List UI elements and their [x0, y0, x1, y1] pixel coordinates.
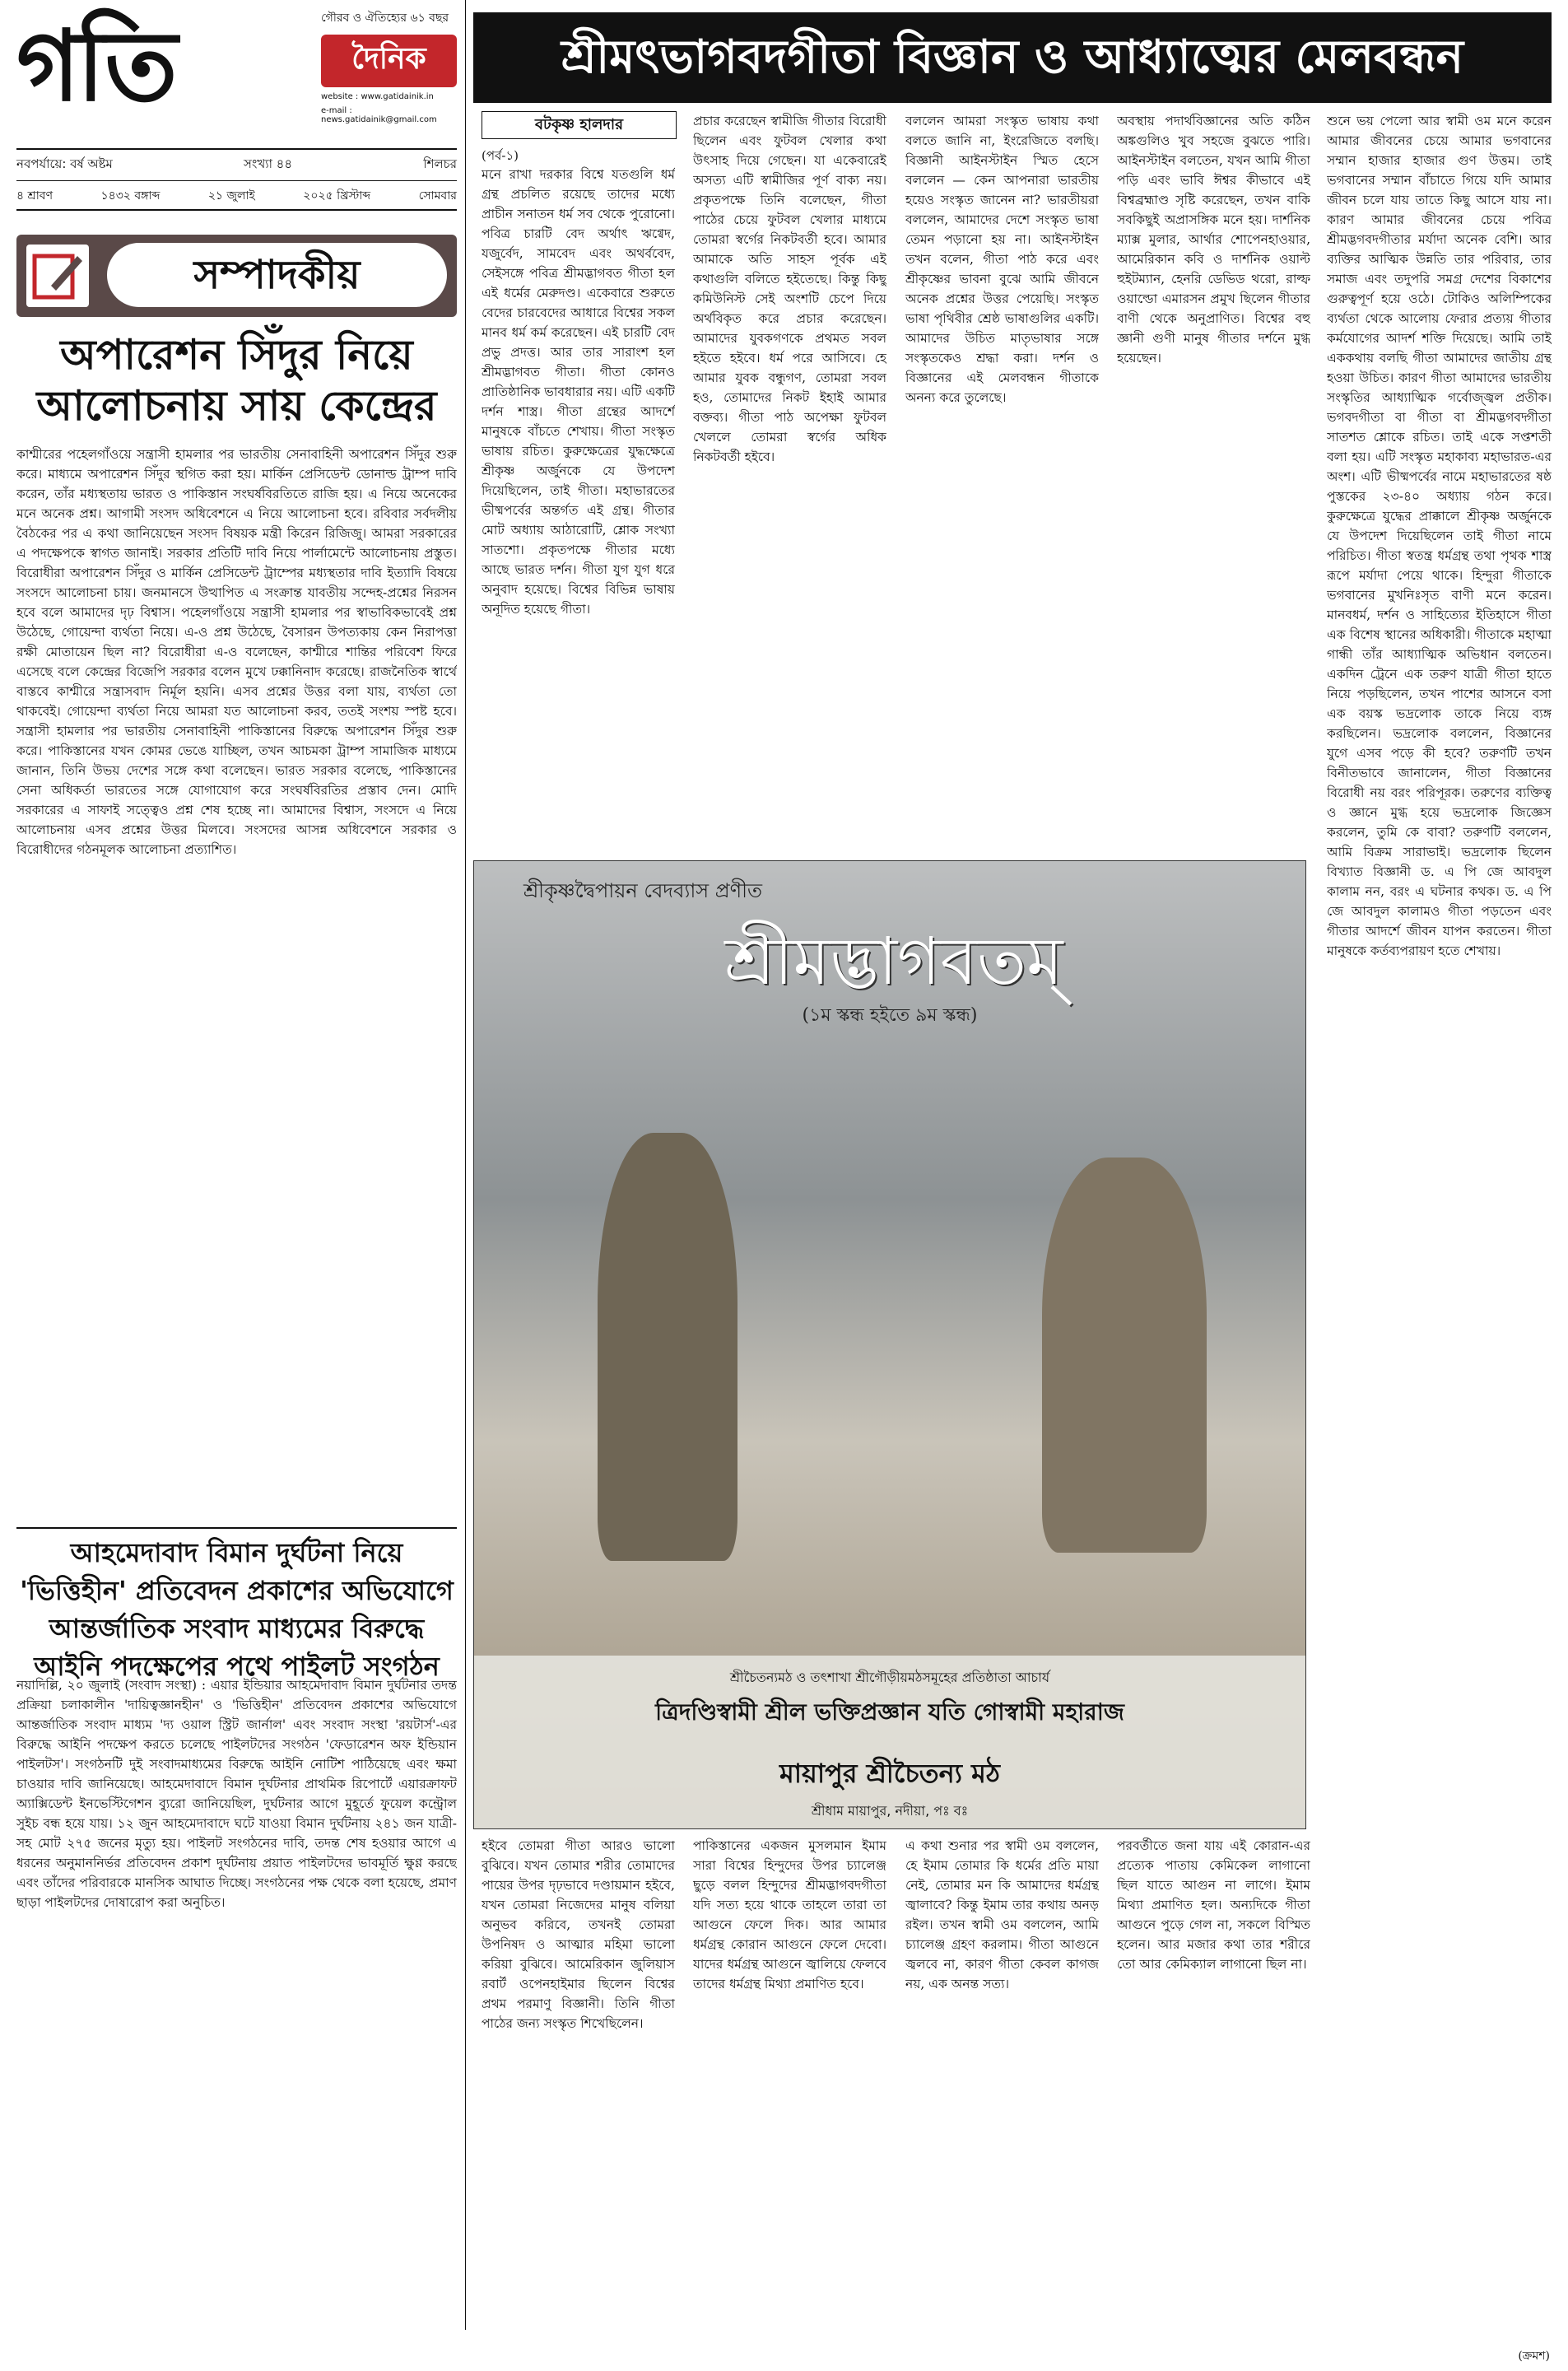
news-headline: আহমেদাবাদ বিমান দুর্ঘটনা নিয়ে 'ভিত্তিহীন' প্রতিবেদন প্রকাশের অভিযোগে আন্তর্জাতিক সংবাদ মাধ্যমের বিরুদ্ধে আইনি পদক্ষেপের পথে পাইলট সংগঠন: [16, 1527, 457, 1669]
masthead-meta: [321, 8, 457, 124]
cover-title: শ্রীমদ্ভাগবতম্: [724, 923, 1063, 999]
daily-badge: দৈনিক: [321, 35, 457, 87]
editorial-body: কাশ্মীরের পহেলগাঁওয়ে সন্ত্রাসী হামলার পর ভারতীয় সেনাবাহিনী অপারেশন সিঁদুর শুরু করে। মাধ্যমে অপারেশন সিঁদুর স্থগিত করা হয়। মার্কিন প্রেসিডেন্ট ডোনাল্ড ট্রাম্প দাবি করেন, তাঁর মধ্যস্থতায় ভারত ও পাকিস্তান সংঘর্ষবিরতিতে রাজি হয়। এ নিয়ে অনেকের মনে অনেক প্রশ্ন। আগামী সংসদ অধিবেশনে এ নিয়ে আলোচনা হবে। রবিবার সর্বদলীয় বৈঠকের পর এ কথা জানিয়েছেন সংসদ বিষয়ক মন্ত্রী কিরেন রিজিজু। আমরা সরকারের এ পদক্ষেপকে স্বাগত জানাই। সরকার প্রতিটি দাবি নিয়ে পার্লামেন্টে আলোচনায় প্রস্তুত। বিরোধীরা অপারেশন সিঁদুর ও মার্কিন প্রেসিডেন্ট ট্রাম্পের মধ্যস্থতার দাবি ইত্যাদি বিষয়ে সংসদে আলোচনা চায়। জনমানসে উত্থাপিত এ সংক্রান্ত যাবতীয় সন্দেহ-প্রশ্নের নিরসন হবে বলে আমাদের দৃঢ় বিশ্বাস। পহেলগাঁওয়ে সন্ত্রাসী হামলার পর স্বাভাবিকভাবেই প্রশ্ন উঠেছে, গোয়েন্দা ব্যর্থতা নিয়ে। এ-ও প্রশ্ন উঠেছে, বৈসারন উপত্যকায় কেন নিরাপত্তা রক্ষী মোতায়েন ছিল না? বিরোধীরা এ-ও বলেছেন, কাশ্মীরে শান্তির পরিবেশ ফিরে এসেছে বলে কেন্দ্রের বিজেপি সরকার বলেন মুখে ঢক্কানিনাদ করেছে। রাজনৈতিক স্বার্থে বাস্তবে কাশ্মীরে সন্ত্রাসবাদ নির্মূল হয়নি। এসব প্রশ্নের উত্তর বলা যায়, ব্যর্থতা তো থাকবেই। গোয়েন্দা ব্যর্থতা নিয়ে আমরা যত আলোচনা করব, ততই সংশয় স্পষ্ট হবে। সন্ত্রাসী হামলার পর ভারতীয় সেনাবাহিনী পাকিস্তানের বিরুদ্ধে অপারেশন সিঁদুর শুরু করে। পাকিস্তানের যখন কোমর ভেঙে যাচ্ছিল, তখন আচমকা ট্রাম্প সামাজিক মাধ্যমে জানান, তিনি উভয় দেশের সঙ্গে কথা বলেছেন। ভারত সরকার বলেছে, পাকিস্তানের সেনা অধিকর্তা ভারতের সঙ্গে যোগাযোগ করে সংঘর্ষবিরতির প্রস্তাব দেন। মোদি সরকারের এ সাফাই সত্ত্বেও প্রশ্ন শেষ হচ্ছে না। আমাদের বিশ্বাস, সংসদে এ নিয়ে আলোচনায় এসব প্রশ্নের উত্তর মিলবে। সংসদের আসন্ন অধিবেশনে সরকার ও বিরোধীদের গঠনমূলক আলোচনা প্রত্যাশিত।: [16, 447, 457, 857]
feature-col-2b: পাকিস্তানের একজন মুসলমান ইমাম সারা বিশ্বের হিন্দুদের উপর চ্যালেঞ্জ ছুড়ে বলল হিন্দুদের শ্রীমদ্ভাগবদগীতা যদি সত্য হয়ে থাকে তাহলে তারা তা আগুনে ফেলে দিক। আর আমার ধর্মগ্রন্থ কোরান আগুনে ফেলে দেবো। যাদের ধর্মগ্রন্থ আগুনে জ্বালিয়ে ফেলবে তাদের ধর্মগ্রন্থ মিথ্যা প্রমাণিত হবে।: [693, 1838, 886, 1991]
cover-footer-3: মায়াপুর শ্রীচৈতন্য মঠ: [779, 1758, 1001, 1789]
date-bengali: ৪ শ্রাবণ: [16, 189, 54, 203]
website: website : www.gatidainik.in: [321, 92, 434, 101]
feature-col-3b: এ কথা শুনার পর স্বামী ওম বললেন, হে ইমাম তোমার কি ধর্মের প্রতি মায়া নেই, তোমার মন কি আমাদের ধর্মগ্রন্থ জ্বালাবে? কিন্তু ইমাম তার কথায় অনড় রইল। তখন স্বামী ওম বললেন, আমি চ্যালেঞ্জ গ্রহণ করলাম। গীতা আগুনে জ্বলবে না, কারণ গীতা কেবল কাগজ নয়, এক অনন্ত সত্য।: [905, 1838, 1099, 1991]
feature-col-3: বললেন আমরা সংস্কৃত ভাষায় কথা বলতে জানি না, ইংরেজিতে বলছি। বিজ্ঞানী আইনস্টাইন স্মিত হেসে বললেন — কেন আপনারা ভারতীয় হয়েও সংস্কৃত জানেন না? ভারতীয়রা বললেন, আমাদের দেশে সংস্কৃত ভাষা তেমন পড়ানো হয় না। আইনস্টাইন তখন বলেন, গীতা পাঠ করে এবং শ্রীকৃষ্ণের ভাবনা বুঝে আমি জীবনে অনেক প্রশ্নের উত্তর পেয়েছি। সংস্কৃত ভাষা পৃথিবীর শ্রেষ্ঠ ভাষাগুলির একটি। আমাদের উচিত মাতৃভাষার সঙ্গে সংস্কৃতকেও শ্রদ্ধা করা। দর্শন ও বিজ্ঞানের এই মেলবন্ধন গীতাকে অনন্য করে তুলেছে।: [905, 114, 1099, 405]
cover-top-text: শ্রীকৃষ্ণদ্বৈপায়ন বেদব্যাস প্রণীত: [523, 879, 763, 902]
feature-col-2: প্রচার করেছেন স্বামীজি গীতার বিরোধী ছিলেন এবং ফুটবল খেলার কথা উৎসাহ দিয়ে গেছেন। যা একেবারেই অসত্য এটি স্বামীজির পূর্ণ বাক্য নয়। প্রকৃতপক্ষে তিনি বলেছেন, গীতা পাঠের চেয়ে ফুটবল খেলার মাধ্যমে তোমরা স্বর্গের নিকটবর্তী হবে। আমার আমাকে অতি সাহস পূর্বক এই কথাগুলি বলিতে হইতেছে। কিন্তু কিছু কমিউনিস্ট সেই অংশটি চেপে দিয়ে অর্থবিকৃত করে প্রচার করেছেন। আমাদের যুবকগণকে প্রথমত সবল হইতে হইবে। ধর্ম পরে আসিবে। হে আমার যুবক বন্ধুগণ, তোমরা সবল হও, তোমাদের নিকট ইহাই আমার বক্তব্য। গীতা পাঠ অপেক্ষা ফুটবল খেললে তোমরা স্বর্গের অধিক নিকটবর্তী হইবে।: [693, 114, 886, 464]
feature-col-5: শুনে ভয় পেলো আর স্বামী ওম মনে করেন আমার জীবনের চেয়ে আমার ভগবানের সম্মান হাজার হাজার গুণ উত্তম। তাই ভগবানের সম্মান বাঁচাতে গিয়ে যদি আমার জীবন চলে যায় তাতে কিছু আসে যায় না। কারণ আমার জীবনের চেয়ে পবিত্র শ্রীমদ্ভগবদগীতার মর্যাদা অনেক বেশি। আর ব্যক্তির আত্মিক উন্নতি তার পরিবার, তার সমাজ এবং তদুপরি সমগ্র দেশের বিকাশের গুরুত্বপূর্ণ হয়ে ওঠে। টোকিও অলিম্পিকের ব্যর্থতা থেকে আলোয় ফেরার প্রত্যয় গীতার কর্মযোগের আদর্শ শক্তি দিয়েছে। আমি তাই এককথায় বলছি গীতা আমাদের জাতীয় গ্রন্থ হওয়া উচিত। কারণ গীতা আমাদের ভারতীয় সংস্কৃতির আধ্যাত্মিক গর্বোজ্জ্বল প্রতীক। ভগবদগীতা বা গীতা বা শ্রীমদ্ভগবদ্গীতা সাতশত শ্লোকে রচিত। তাই একে সপ্তশতী বলা হয়। এটি সংস্কৃত মহাকাব্য মহাভারত-এর অংশ। এটি ভীষ্মপর্বের নামে মহাভারতের ষষ্ঠ পুস্তকের ২৩-৪০ অধ্যায় গঠন করে। কুরুক্ষেত্রে যুদ্ধের প্রাক্কালে শ্রীকৃষ্ণ অর্জুনকে যে উপদেশ দিয়েছিলেন তাই গীতা নামে পরিচিত। গীতা স্বতন্ত্র ধর্মগ্রন্থ তথা পৃথক শাস্ত্র রূপে মর্যাদা পেয়ে থাকে। হিন্দুরা গীতাকে ভগবানের মুখনিঃসৃত বাণী মনে করেন। মানবধর্ম, দর্শন ও সাহিত্যের ইতিহাসে গীতা এক বিশেষ স্থানের অধিকারী। গীতাকে মহাত্মা গান্ধী তাঁর আধ্যাত্মিক অভিধান বলতেন। একদিন ট্রেনে এক তরুণ যাত্রী গীতা হাতে নিয়ে পড়ছিলেন, তখন পাশের আসনে বসা এক বয়স্ক ভদ্রলোক তাকে নিয়ে ব্যঙ্গ করছিলেন। ভদ্রলোক বললেন, বিজ্ঞানের যুগে এসব পড়ে কী হবে? তরুণটি তখন বিনীতভাবে জানালেন, গীতা বিজ্ঞানের বিরোধী নয় বরং পরিপূরক। তরুণের ব্যক্তিত্ব ও জ্ঞানে মুগ্ধ হয়ে ভদ্রলোক জিজ্ঞেস করলেন, তুমি কে বাবা? তরুণটি বললেন, আমি বিক্রম সারাভাই। ভদ্রলোক ছিলেন বিখ্যাত বিজ্ঞানী ড. এ পি জে আবদুল কালাম নন, বরং এ ঘটনার কথক। ড. এ পি জে আবদুল কালামও গীতা পড়তেন এবং গীতার আদর্শে জীবন যাপন করতেন। গীতা মানুষকে কর্তব্যপরায়ণ হতে শেখায়।: [1327, 114, 1552, 958]
feature-col-4b: পরবর্তীতে জনা যায় এই কোরান-এর প্রত্যেক পাতায় কেমিকেল লাগানো ছিল যাতে আগুন না লাগে। ইমাম মিথ্যা প্রমাণিত হল। অন্যদিকে গীতা আগুনে পুড়ে গেল না, সকলে বিস্মিত হলেন। আর মজার কথা তার শরীরে তো আর কেমিক্যাল লাগানো ছিল না।: [1117, 1838, 1310, 1972]
feature-col-1b: হইবে তোমরা গীতা আরও ভালো বুঝিবে। যখন তোমার শরীর তোমাদের পায়ের উপর দৃঢ়ভাবে দণ্ডায়মান হইবে, যখন তোমরা নিজেদের মানুষ বলিয়া অনুভব করিবে, তখনই তোমরা উপনিষদ ও আত্মার মহিমা ভালো করিয়া বুঝিবে। আমেরিকান জুলিয়াস রবার্ট ওপেনহাইমার ছিলেন বিশ্বের প্রথম পরমাণু বিজ্ঞানী। তিনি গীতা পাঠের জন্য সংস্কৃত শিখেছিলেন।: [482, 1838, 675, 2031]
issue-place: শিলচর: [423, 156, 457, 171]
cover-subtitle: (১ম স্কন্ধ হইতে ৯ম স্কন্ধ): [802, 1005, 978, 1026]
feature-headline: শ্রীমৎভাগবদগীতা বিজ্ঞান ও আধ্যাত্মের মেলবন্ধন: [473, 12, 1552, 103]
column-divider: [465, 0, 466, 2330]
masthead: [16, 8, 457, 255]
continued-note: (ক্রমশ): [1518, 2350, 1550, 2363]
issue-row: [16, 148, 457, 181]
figure-krishna: [598, 1133, 737, 1561]
issue-number: সংখ্যা ৪৪: [244, 156, 293, 171]
date-english: ২১ জুলাই: [207, 189, 255, 203]
editorial-headline: অপারেশন সিঁদুর নিয়ে আলোচনায় সায় কেন্দ্রের: [36, 331, 437, 430]
editorial-title: সম্পাদকীয়: [107, 243, 447, 307]
issue-year: নবপর্যায়ে: বর্ষ অষ্টম: [16, 156, 113, 171]
date-row: [16, 183, 457, 211]
cover-footer-1: শ্রীচৈতন্যমঠ ও তৎশাখা শ্রীগৌড়ীয়মঠসমূহের প্রতিষ্ঠাতা আচার্য: [729, 1670, 1050, 1685]
feature-col-4: অবস্থায় পদার্থবিজ্ঞানের অতি কঠিন অঙ্কগুলিও খুব সহজে বুঝতে পারি। আইনস্টাইন বলতেন, যখন আমি গীতা পড়ি এবং ভাবি ঈশ্বর কীভাবে এই বিশ্বব্রহ্মাণ্ড সৃষ্টি করেছেন, তখন বাকি সবকিছুই অপ্রাসঙ্গিক মনে হয়। দার্শনিক ম্যাক্স মুলার, আর্থার শোপেনহাওয়ার, আমেরিকান কবি ও দার্শনিক ওয়াল্ট হুইটম্যান, হেনরি ডেভিড থরো, রাল্ফ ওয়াল্ডো এমারসন প্রমুখ ছিলেন গীতার বাণী থেকে অনুপ্রাণিত। বিশ্বের বহু জ্ঞানী গুণী মানুষ গীতার দর্শনে মুগ্ধ হয়েছেন।: [1117, 114, 1310, 366]
part-label: (পর্ব-১): [482, 148, 519, 163]
cover-footer-2: ত্রিদণ্ডিস্বামী শ্রীল ভক্তিপ্রজ্ঞান যতি গোস্বামী মহারাজ: [655, 1698, 1124, 1726]
news-body: নয়াদিল্লি, ২০ জুলাই (সংবাদ সংস্থা) : এয়ার ইন্ডিয়ার আহমেদাবাদ বিমান দুর্ঘটনার তদন্ত প্রক্রিয়া চলাকালীন 'দায়িত্বজ্ঞানহীন' ও 'ভিত্তিহীন' প্রতিবেদন প্রকাশের অভিযোগে আন্তর্জাতিক সংবাদ মাধ্যম 'দ্য ওয়াল স্ট্রিট জার্নাল' এবং সংবাদ সংস্থা 'রয়টার্স'-এর বিরুদ্ধে আইনি পদক্ষেপ করতে চলেছে পাইলটদের সংগঠন 'ফেডারেশন অফ ইন্ডিয়ান পাইলটস'। সংগঠনটি দুই সংবাদমাধ্যমের বিরুদ্ধে আইনি নোটিশ পাঠিয়েছে এবং ক্ষমা চাওয়ার দাবি জানিয়েছে। আহমেদাবাদে বিমান দুর্ঘটনার প্রাথমিক রিপোর্টে এয়ারক্রাফট অ্যাক্সিডেন্ট ইনভেস্টিগেশন ব্যুরো জানিয়েছিল, দুর্ঘটনার আগে মুহূর্তে ফুয়েল কন্ট্রোল সুইচ বন্ধ হয়ে যায়। ১২ জুন আহমেদাবাদে ঘটে যাওয়া বিমান দুর্ঘটনায় ২৪১ জন যাত্রী-সহ মোট ২৭৫ জনের মৃত্যু হয়। পাইলট সংগঠনের দাবি, তদন্ত শেষ হওয়ার আগে এ ধরনের অনুমাননির্ভর প্রতিবেদন প্রকাশ দুর্ঘটনায় প্রয়াত পাইলটদের ভাবমূর্তি ক্ষুণ্ণ করছে এবং তাঁদের পরিবারকে মানসিক আঘাত দিচ্ছে। সংগঠনের পক্ষ থেকে বলা হয়েছে, প্রমাণ ছাড়া পাইলটদের দোষারোপ করা অনুচিত।: [16, 1678, 457, 1910]
editorial-banner: [16, 235, 457, 317]
cover-footer: [474, 1656, 1305, 1828]
book-cover-photo: [473, 860, 1306, 1829]
email: e-mail : news.gatidainik@gmail.com: [321, 106, 437, 124]
feature-col-1: মনে রাখা দরকার বিশ্বে যতগুলি ধর্ম গ্রন্থ প্রচলিত রয়েছে তাদের মধ্যে প্রাচীন সনাতন ধর্ম সব থেকে পুরোনো। পবিত্র চারটি বেদ অর্থাৎ ঋগ্বেদ, যজুর্বেদ, সামবেদ এবং অথর্ববেদ, সেইসঙ্গে পবিত্র শ্রীমদ্ভাগবত গীতা হল এই ধর্মের মেরুদণ্ড। একেবারে শুরুতে বেদের চারবেদের আধারে বিশ্বের সকল মানব ধর্ম কর্ম করেছেন। এই চারটি বেদ প্রভু প্রদত্ত। আর তার সারাংশ হল শ্রীমদ্ভাগবত গীতা। গীতা কোনও প্রাতিষ্ঠানিক ভাবধারার নয়। এটি একটি দর্শন শাস্ত্র। গীতা গ্রন্থের আদর্শে মানুষকে বাঁচতে শেখায়। গীতা সংস্কৃত ভাষায় রচিত। কুরুক্ষেত্রের যুদ্ধক্ষেত্রে শ্রীকৃষ্ণ অর্জুনকে যে উপদেশ দিয়েছিলেন, তাই গীতা। মহাভারতের ভীষ্মপর্বের অন্তর্গত এই গ্রন্থ। গীতার মোট অধ্যায় আঠারোটি, শ্লোক সংখ্যা সাতশো। প্রকৃতপক্ষে গীতার মধ্যে আছে ভারত দর্শন। গীতা যুগ যুগ ধরে অনুবাদ হয়েছে। বিশ্বের বিভিন্ন ভাষায় অনূদিত হয়েছে গীতা।: [482, 167, 675, 617]
date-year: ২০২৫ খ্রিস্টাব্দ: [303, 189, 371, 203]
date-bangabda: ১৪৩২ বঙ্গাব্দ: [100, 189, 161, 203]
date-day: সোমবার: [418, 189, 457, 203]
byline: বটকৃষ্ণ হালদার: [482, 111, 677, 139]
figure-sage: [1042, 1158, 1207, 1553]
cover-footer-4: শ্রীধাম মায়াপুর, নদীয়া, পঃ বঃ: [811, 1803, 969, 1819]
pen-icon: [26, 245, 89, 307]
tagline: গৌরব ও ঐতিহ্যের ৬১ বছর: [321, 12, 449, 25]
newspaper-logo: গতি: [16, 9, 174, 123]
